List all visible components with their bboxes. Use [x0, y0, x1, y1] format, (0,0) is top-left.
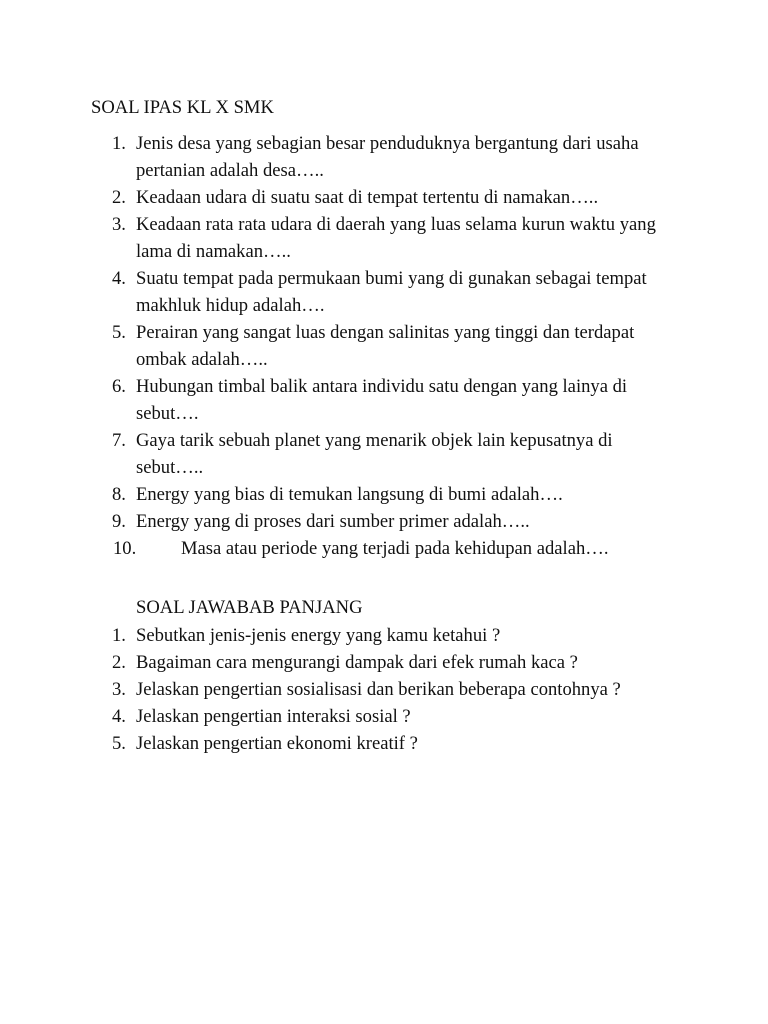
question-text: Bagaiman cara mengurangi dampak dari efek rumah kaca ?	[136, 652, 578, 673]
question-item	[0, 676, 680, 703]
question-text: Keadaan rata rata udara di daerah yang luas selama kurun waktu yang lama di namakan…..	[136, 214, 656, 262]
question-text: Jelaskan pengertian sosialisasi dan berikan beberapa contohnya ?	[136, 679, 621, 700]
question-number: 4.	[112, 268, 126, 289]
question-text: Jelaskan pengertian interaksi sosial ?	[136, 706, 411, 727]
question-number: 10.	[113, 538, 137, 559]
short-answer-question-list	[0, 130, 768, 562]
question-text: Hubungan timbal balik antara individu satu dengan yang lainya di sebut….	[136, 376, 628, 424]
question-item	[0, 649, 680, 676]
question-item	[0, 319, 680, 373]
question-item	[0, 130, 680, 184]
question-number: 8.	[112, 484, 126, 505]
question-text: Suatu tempat pada permukaan bumi yang di gunakan sebagai tempat makhluk hidup adalah….	[136, 268, 647, 316]
question-text: Energy yang di proses dari sumber primer adalah…..	[136, 511, 530, 532]
question-number: 4.	[112, 706, 126, 727]
question-number: 2.	[112, 652, 126, 673]
question-item	[0, 265, 680, 319]
question-item	[0, 184, 680, 211]
question-text: Perairan yang sangat luas dengan salinitas yang tinggi dan terdapat ombak adalah…..	[136, 322, 635, 370]
question-number: 6.	[112, 376, 126, 397]
question-number: 3.	[112, 214, 126, 235]
question-number: 3.	[112, 679, 126, 700]
question-item	[0, 211, 680, 265]
question-text: Jenis desa yang sebagian besar penduduknya bergantung dari usaha pertanian adalah desa…..	[136, 133, 639, 181]
long-answer-section-heading: SOAL JAWABAB PANJANG	[136, 597, 363, 618]
long-answer-question-list	[0, 622, 768, 757]
question-text: Sebutkan jenis-jenis energy yang kamu ketahui ?	[136, 625, 501, 646]
question-number: 5.	[112, 322, 126, 343]
question-number: 7.	[112, 430, 126, 451]
question-text: Energy yang bias di temukan langsung di bumi adalah….	[136, 484, 563, 505]
question-item	[0, 373, 680, 427]
question-item	[0, 730, 680, 757]
question-number: 1.	[112, 133, 126, 154]
question-item	[0, 622, 680, 649]
question-item	[0, 508, 680, 535]
question-number: 2.	[112, 187, 126, 208]
question-item	[0, 427, 680, 481]
question-item	[0, 481, 680, 508]
question-text: Gaya tarik sebuah planet yang menarik objek lain kepusatnya di sebut…..	[136, 430, 613, 478]
question-number: 9.	[112, 511, 126, 532]
question-number: 1.	[112, 625, 126, 646]
question-item	[0, 703, 680, 730]
question-text: Jelaskan pengertian ekonomi kreatif ?	[136, 733, 418, 754]
question-number: 5.	[112, 733, 126, 754]
question-text: Keadaan udara di suatu saat di tempat tertentu di namakan…..	[136, 187, 599, 208]
question-item	[0, 535, 681, 562]
document-title: SOAL IPAS KL X SMK	[91, 97, 274, 118]
question-text: Masa atau periode yang terjadi pada kehidupan adalah….	[181, 538, 609, 559]
